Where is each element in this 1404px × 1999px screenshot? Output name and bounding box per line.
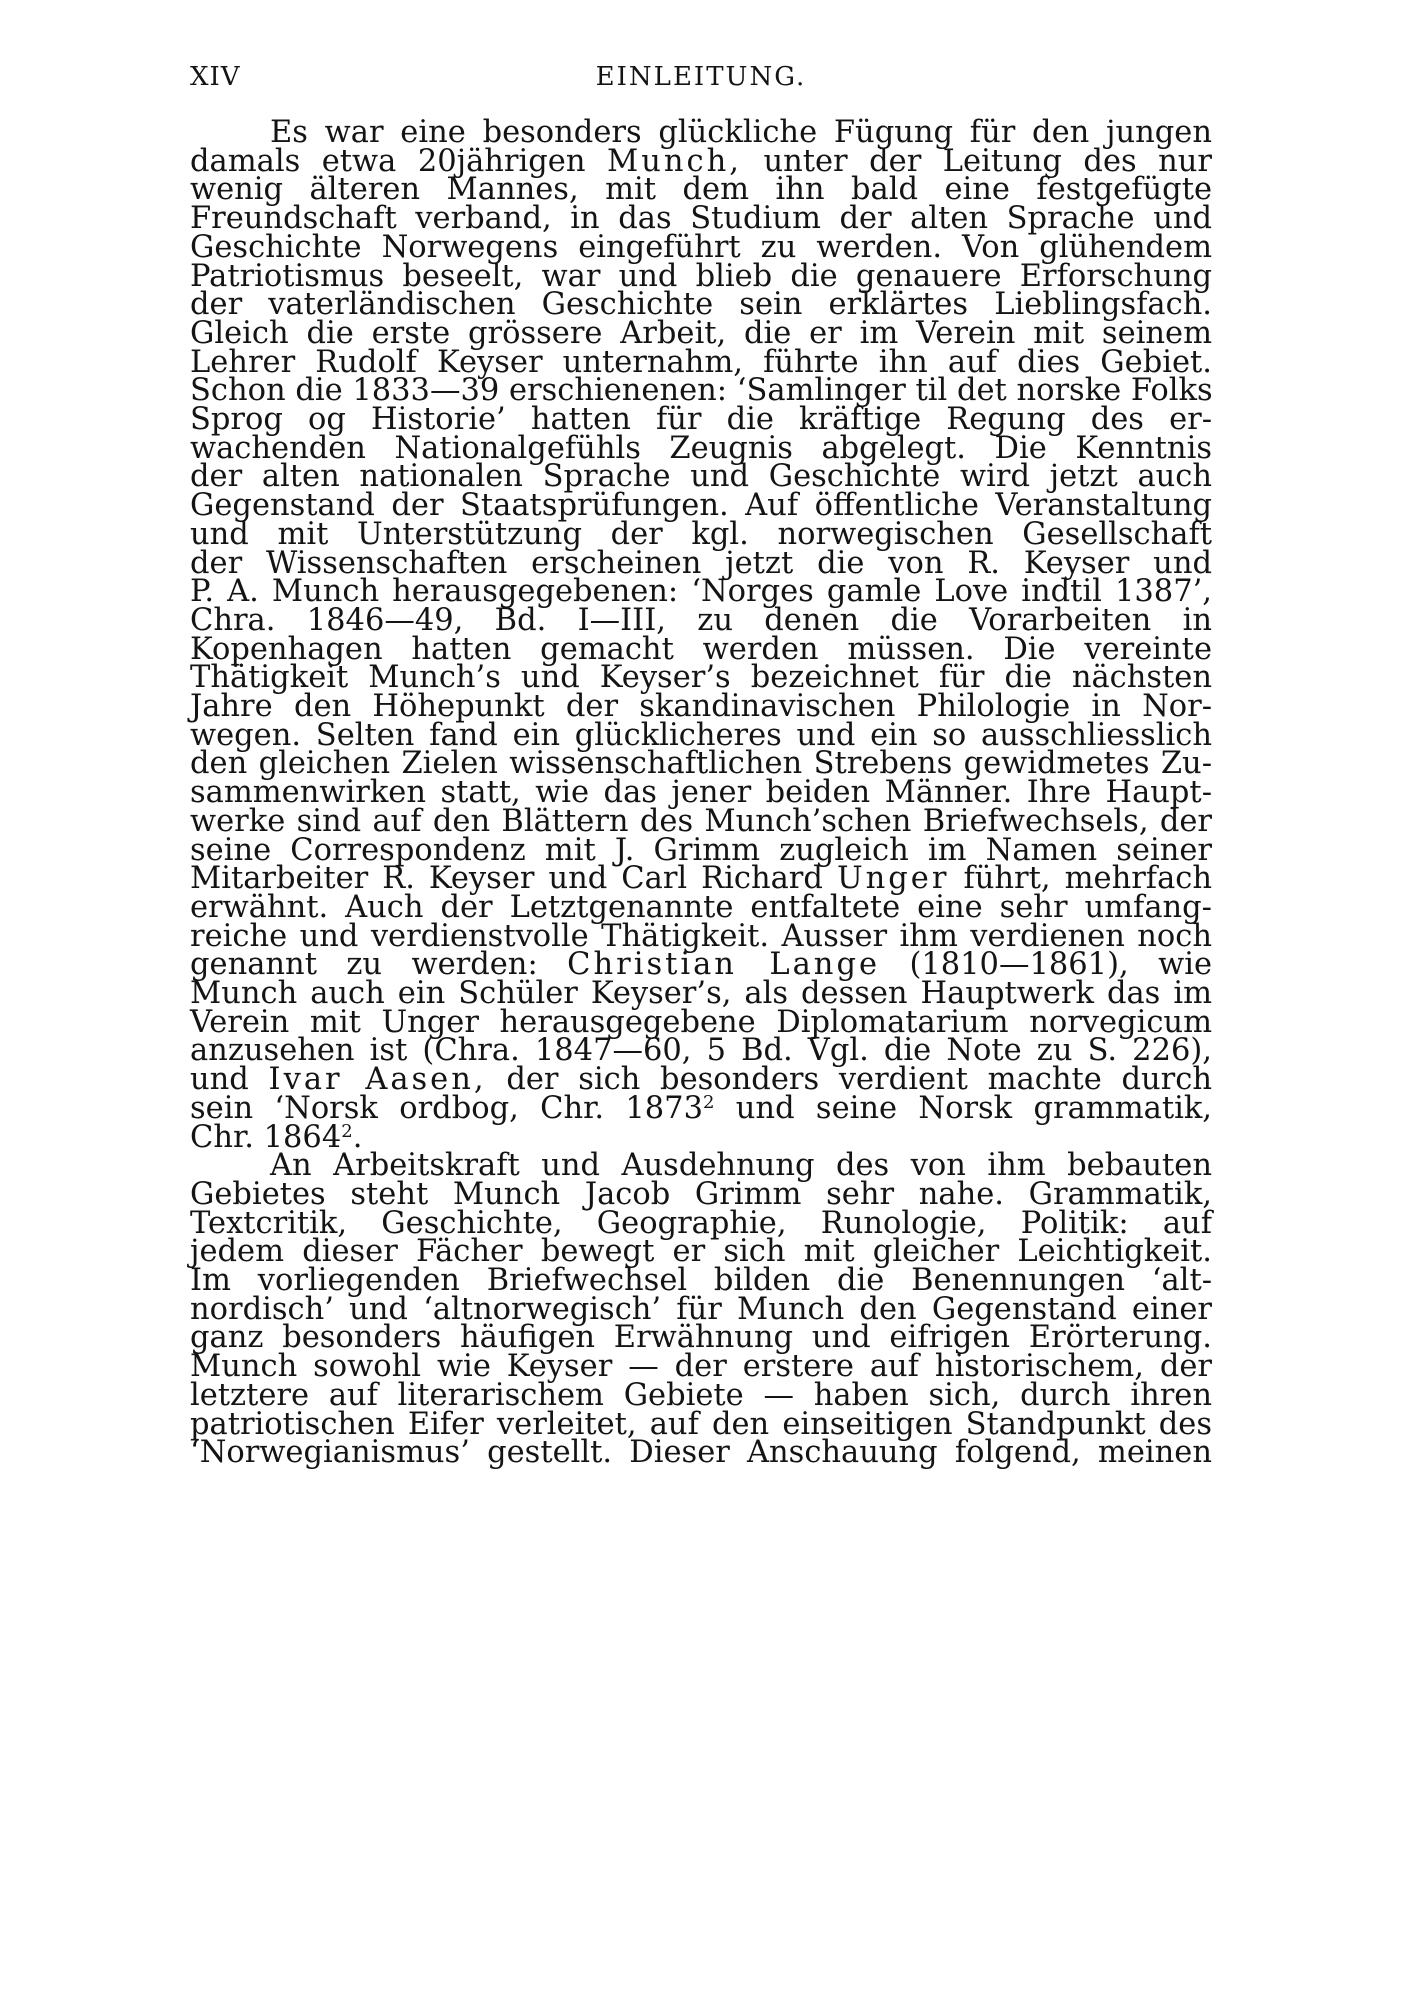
text-run: führt, mehrfach	[963, 861, 1213, 896]
text-line: ‘Norwegianismus’ gestellt. Dieser Anschauung folgend, meinen	[190, 1435, 1212, 1470]
text-line: Freundschaft verband, in das Studium der alten Sprache und	[190, 201, 1212, 236]
text-line: der alten nationalen Sprache und Geschichte wird jetzt auch	[190, 459, 1212, 494]
text-line: Jahre den Höhepunkt der skandinavischen Philologie in Nor-	[190, 689, 1212, 724]
text-line: und mit Unterstützung der kgl. norwegischen Gesellschaft	[190, 517, 1212, 552]
text-line: der Wissenschaften erscheinen jetzt die von R. Keyser und	[190, 546, 1212, 581]
text-run: (1810—1861), wie	[909, 947, 1212, 982]
text-line: ganz besonders häufigen Erwähnung und eifrigen Erörterung.	[190, 1320, 1212, 1355]
text-run: der sich besonders verdient machte durch	[506, 1062, 1212, 1097]
superscript: 2	[702, 1092, 715, 1113]
text-line: jedem dieser Fächer bewegt er sich mit gleicher Leichtigkeit.	[190, 1234, 1212, 1269]
text-run: sein ‘Norsk ordbog, Chr. 1873	[190, 1091, 703, 1126]
text-run: .	[352, 1120, 363, 1155]
text-line: Schon die 1833—39 erschienenen: ‘Samlinger til det norske Folks	[190, 373, 1213, 408]
text-line: Gleich die erste grössere Arbeit, die er im Verein mit seinem	[190, 316, 1212, 351]
text-run: unter der Leitung des nur	[763, 144, 1213, 179]
spaced-name-lange: Christian Lange	[567, 947, 881, 982]
text-line: reiche und verdienstvolle Thätigkeit. Ausser ihm verdienen noch	[190, 919, 1212, 954]
text-line: Es war eine besonders glückliche Fügung für den jungen	[270, 115, 1212, 150]
text-line: Gebietes steht Munch Jacob Grimm sehr nahe. Grammatik,	[190, 1177, 1212, 1212]
text-line: wachenden Nationalgefühls Zeugnis abgelegt. Die Kenntnis	[190, 431, 1212, 466]
page-header	[190, 62, 1212, 102]
text-line: Sprog og Historie’ hatten für die kräftige Regung des er-	[190, 402, 1212, 437]
text-run: Chr. 1864	[190, 1120, 342, 1155]
spaced-name-munch: Munch,	[607, 144, 742, 179]
text-line: Chra. 1846—49, Bd. I—III, zu denen die Vorarbeiten in	[190, 603, 1212, 638]
text-line: anzusehen ist (Chra. 1847—60, 5 Bd. Vgl. die Note zu S. 226),	[190, 1033, 1212, 1068]
text-line: An Arbeitskraft und Ausdehnung des von ihm bebauten	[270, 1148, 1212, 1183]
text-line: Gegenstand der Staatsprüfungen. Auf öffentliche Veranstaltung	[190, 488, 1212, 523]
text-run: und seine Norsk grammatik,	[735, 1091, 1213, 1126]
text-line: Verein mit Unger herausgegebene Diplomatarium norvegicum	[190, 1005, 1212, 1040]
text-line: Munch auch ein Schüler Keyser’s, als dessen Hauptwerk das im	[190, 976, 1212, 1011]
text-line: seine Correspondenz mit J. Grimm zugleich im Namen seiner	[190, 833, 1212, 868]
text-line: Geschichte Norwegens eingeführt zu werden. Von glühendem	[190, 230, 1212, 265]
spaced-name-unger: Unger	[836, 861, 950, 896]
superscript: 2	[341, 1121, 353, 1142]
text-run: Mitarbeiter R. Keyser und Carl Richard	[190, 861, 823, 896]
text-line: den gleichen Zielen wissenschaftlichen Strebens gewidmetes Zu-	[190, 746, 1212, 781]
text-run: und	[190, 1062, 249, 1097]
text-run: genannt zu werden:	[190, 947, 538, 982]
text-line: Textcritik, Geschichte, Geographie, Runologie, Politik: auf	[190, 1206, 1212, 1241]
text-line: werke sind auf den Blättern des Munch’schen Briefwechsels, der	[190, 804, 1212, 839]
text-line: Lehrer Rudolf Keyser unternahm, führte ihn auf dies Gebiet.	[190, 345, 1212, 380]
text-line: patriotischen Eifer verleitet, auf den einseitigen Standpunkt des	[190, 1407, 1212, 1442]
text-line: Kopenhagen hatten gemacht werden müssen. Die vereinte	[190, 632, 1212, 667]
text-line: Im vorliegenden Briefwechsel bilden die Benennungen ‘alt-	[190, 1263, 1212, 1298]
page-number: XIV	[190, 62, 241, 92]
text-line: nordisch’ und ‘altnorwegisch’ für Munch den Gegenstand einer	[190, 1292, 1212, 1327]
running-head: EINLEITUNG.	[595, 62, 807, 92]
text-line: letztere auf literarischem Gebiete — haben sich, durch ihren	[190, 1378, 1212, 1413]
text-line: erwähnt. Auch der Letztgenannte entfaltete eine sehr umfang-	[190, 890, 1212, 925]
text-line: wenig älteren Mannes, mit dem ihn bald eine festgefügte	[190, 172, 1212, 207]
text-line: sammenwirken statt, wie das jener beiden Männer. Ihre Haupt-	[190, 775, 1212, 810]
text-line: wegen. Selten fand ein glücklicheres und ein so ausschliesslich	[190, 718, 1212, 753]
text-line: P. A. Munch herausgegebenen: ‘Norges gamle Love indtil 1387’,	[190, 574, 1212, 609]
text-line: Munch sowohl wie Keyser — der erstere auf historischem, der	[190, 1349, 1212, 1384]
text-line: Patriotismus beseelt, war und blieb die genauere Erforschung	[190, 259, 1212, 294]
text-line: der vaterländischen Geschichte sein erklärtes Lieblingsfach.	[190, 287, 1212, 322]
spaced-name-aasen: Ivar Aasen,	[268, 1062, 487, 1097]
text-run: damals etwa 20jährigen	[190, 144, 586, 179]
text-line: Thätigkeit Munch’s und Keyser’s bezeichnet für die nächsten	[190, 660, 1212, 695]
